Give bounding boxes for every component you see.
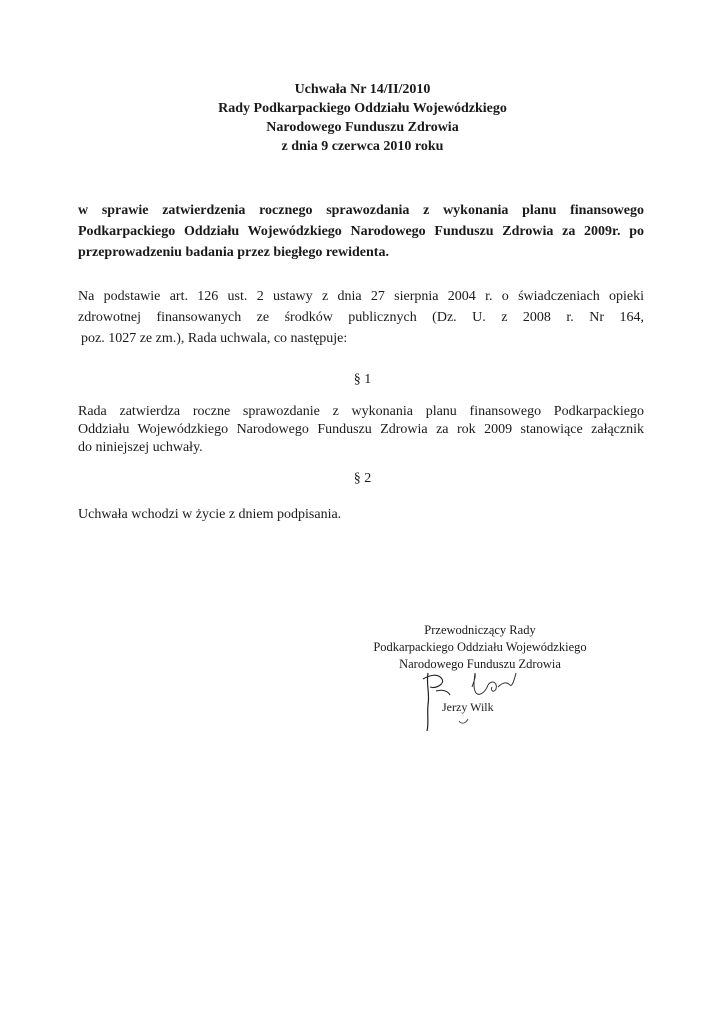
signatory-organization: Podkarpackiego Oddziału Wojewódzkiego [373,640,587,654]
signatory-title: Przewodniczący Rady [424,623,536,637]
section-1-line: do niniejszej uchwały. [78,440,203,455]
section-2-text: Uchwała wchodzi w życie z dniem podpisania. [78,507,342,522]
subject-line: Podkarpackiego Oddziału Wojewódzkiego Narodowego Funduszu Zdrowia za 2009r. po [78,224,644,239]
subject-line: przeprowadzeniu badania przez biegłego rewidenta. [78,245,389,260]
basis-line: poz. 1027 ze zm.), Rada uchwala, co następuje: [81,331,348,346]
resolution-subject [78,200,644,263]
basis-line: zdrowotnej finansowanych ze środków publicznych (Dz. U. z 2008 r. Nr 164, [78,310,644,325]
section-2-mark: § 2 [353,471,372,486]
legal-basis [78,286,644,349]
fund-name: Narodowego Funduszu Zdrowia [266,120,459,135]
signatory-fund: Narodowego Funduszu Zdrowia [399,657,561,671]
basis-line: Na podstawie art. 126 ust. 2 ustawy z dnia 27 sierpnia 2004 r. o świadczeniach opieki [78,289,644,304]
section-1-line: Oddziału Wojewódzkiego Narodowego Funduszu Zdrowia za rok 2009 stanowiące załącznik [78,422,644,437]
section-1-text [78,403,644,457]
section-1-line: Rada zatwierdza roczne sprawozdanie z wykonania planu finansowego Podkarpackiego [78,404,644,419]
council-name: Rady Podkarpackiego Oddziału Wojewódzkiego [218,101,507,116]
resolution-header [0,80,725,156]
signatory-name: Jerzy Wilk [442,700,494,714]
section-1-mark: § 1 [353,372,372,387]
resolution-number: Uchwała Nr 14/II/2010 [294,82,431,97]
subject-line: w sprawie zatwierdzenia rocznego sprawozdania z wykonania planu finansowego [78,203,644,218]
resolution-date: z dnia 9 czerwca 2010 roku [281,139,444,154]
